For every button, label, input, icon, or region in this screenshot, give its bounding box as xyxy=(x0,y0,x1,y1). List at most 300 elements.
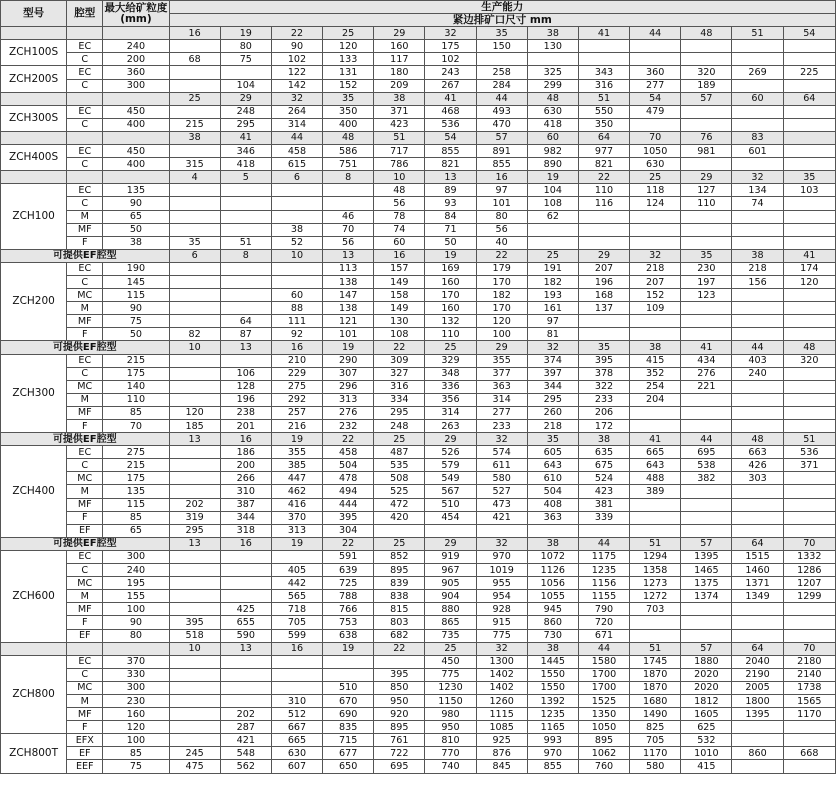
size-cell: 44 xyxy=(271,131,322,144)
feed-cell: 195 xyxy=(103,577,169,590)
capacity-cell: 216 xyxy=(271,420,322,433)
table-row xyxy=(1,603,836,616)
capacity-cell: 52 xyxy=(271,236,322,249)
capacity-cell: 206 xyxy=(578,406,629,419)
capacity-cell: 1605 xyxy=(681,708,732,721)
capacity-cell: 630 xyxy=(271,747,322,760)
size-cell: 60 xyxy=(527,131,578,144)
capacity-cell: 470 xyxy=(476,118,527,131)
capacity-cell: 876 xyxy=(476,747,527,760)
capacity-cell: 630 xyxy=(527,105,578,118)
capacity-cell: 538 xyxy=(681,459,732,472)
table-row xyxy=(1,734,836,747)
capacity-cell: 329 xyxy=(425,354,476,367)
capacity-cell: 473 xyxy=(476,498,527,511)
model-cell: ZCH200S xyxy=(1,66,67,92)
capacity-cell xyxy=(732,721,783,734)
size-cell: 13 xyxy=(220,642,271,655)
capacity-cell: 150 xyxy=(476,40,527,53)
capacity-cell: 1235 xyxy=(578,564,629,577)
capacity-cell: 416 xyxy=(271,498,322,511)
capacity-cell: 468 xyxy=(425,105,476,118)
capacity-cell: 607 xyxy=(271,760,322,773)
capacity-cell: 346 xyxy=(220,145,271,158)
capacity-cell: 1050 xyxy=(578,721,629,734)
size-cell: 60 xyxy=(732,92,783,105)
capacity-cell: 257 xyxy=(271,406,322,419)
table-row xyxy=(1,354,836,367)
capacity-cell: 221 xyxy=(681,380,732,393)
capacity-cell xyxy=(681,223,732,236)
capacity-cell: 60 xyxy=(271,289,322,302)
capacity-cell: 196 xyxy=(220,393,271,406)
capacity-cell xyxy=(169,40,220,53)
capacity-cell xyxy=(271,655,322,668)
capacity-cell xyxy=(783,629,835,642)
feed-cell: 240 xyxy=(103,564,169,577)
capacity-cell xyxy=(169,681,220,694)
size-cell: 44 xyxy=(578,537,629,550)
cavity-cell: MC xyxy=(67,472,103,485)
capacity-cell xyxy=(630,524,681,537)
cavity-cell: F xyxy=(67,616,103,629)
capacity-cell xyxy=(783,40,835,53)
capacity-cell xyxy=(271,550,322,563)
cavity-cell: MF xyxy=(67,406,103,419)
cavity-cell: MF xyxy=(67,708,103,721)
size-cell: 25 xyxy=(425,642,476,655)
capacity-cell xyxy=(681,53,732,66)
feed-cell: 100 xyxy=(103,734,169,747)
capacity-cell xyxy=(732,393,783,406)
capacity-cell xyxy=(783,105,835,118)
capacity-cell xyxy=(220,694,271,707)
capacity-cell: 1700 xyxy=(578,668,629,681)
capacity-cell: 230 xyxy=(681,262,732,275)
capacity-header: 生产能力 xyxy=(169,1,835,14)
size-cell: 22 xyxy=(578,171,629,184)
capacity-cell: 156 xyxy=(732,275,783,288)
table-row xyxy=(1,393,836,406)
capacity-cell: 1371 xyxy=(732,577,783,590)
capacity-cell: 695 xyxy=(374,760,425,773)
feed-cell: 120 xyxy=(103,721,169,734)
table-row xyxy=(1,550,836,563)
table-row xyxy=(1,158,836,171)
size-cell: 5 xyxy=(220,171,271,184)
capacity-cell: 363 xyxy=(527,511,578,524)
capacity-cell: 229 xyxy=(271,367,322,380)
capacity-cell: 663 xyxy=(732,446,783,459)
capacity-cell: 860 xyxy=(527,616,578,629)
capacity-cell xyxy=(783,118,835,131)
capacity-cell xyxy=(169,315,220,328)
capacity-cell: 395 xyxy=(374,668,425,681)
capacity-cell: 90 xyxy=(271,40,322,53)
capacity-cell: 320 xyxy=(681,66,732,79)
capacity-cell: 671 xyxy=(578,629,629,642)
size-cell: 51 xyxy=(783,433,835,446)
capacity-cell xyxy=(783,53,835,66)
capacity-cell xyxy=(220,262,271,275)
capacity-cell: 1525 xyxy=(578,694,629,707)
capacity-cell: 277 xyxy=(476,406,527,419)
capacity-cell: 313 xyxy=(323,393,374,406)
feed-cell: 300 xyxy=(103,550,169,563)
capacity-cell: 104 xyxy=(527,184,578,197)
feed-cell: 175 xyxy=(103,367,169,380)
capacity-cell xyxy=(169,446,220,459)
capacity-cell: 980 xyxy=(425,708,476,721)
capacity-cell: 488 xyxy=(630,472,681,485)
capacity-cell: 395 xyxy=(578,354,629,367)
capacity-cell: 103 xyxy=(783,184,835,197)
size-cell: 16 xyxy=(169,27,220,40)
capacity-cell xyxy=(732,210,783,223)
table-row xyxy=(1,302,836,315)
capacity-cell xyxy=(425,524,476,537)
capacity-cell xyxy=(630,629,681,642)
capacity-cell xyxy=(630,223,681,236)
capacity-cell xyxy=(783,498,835,511)
band-spacer xyxy=(103,92,169,105)
capacity-cell: 152 xyxy=(323,79,374,92)
capacity-cell: 304 xyxy=(323,524,374,537)
capacity-cell: 381 xyxy=(578,498,629,511)
cavity-cell: MF xyxy=(67,603,103,616)
cavity-cell: EEF xyxy=(67,760,103,773)
capacity-cell: 639 xyxy=(323,564,374,577)
capacity-cell: 1299 xyxy=(783,590,835,603)
size-cell: 22 xyxy=(323,433,374,446)
feed-cell: 240 xyxy=(103,40,169,53)
capacity-cell: 116 xyxy=(578,197,629,210)
capacity-cell xyxy=(374,655,425,668)
size-cell: 48 xyxy=(783,341,835,354)
capacity-cell: 258 xyxy=(476,66,527,79)
capacity-cell: 1230 xyxy=(425,681,476,694)
capacity-cell: 120 xyxy=(783,275,835,288)
feed-cell: 70 xyxy=(103,420,169,433)
capacity-cell xyxy=(732,53,783,66)
capacity-cell xyxy=(323,668,374,681)
max-feed-label: 最大给矿粒度 xyxy=(104,1,168,14)
capacity-cell xyxy=(783,472,835,485)
capacity-cell: 100 xyxy=(476,328,527,341)
capacity-cell: 967 xyxy=(425,564,476,577)
capacity-cell: 266 xyxy=(220,472,271,485)
capacity-cell xyxy=(169,721,220,734)
capacity-cell: 180 xyxy=(374,66,425,79)
table-row xyxy=(1,184,836,197)
cavity-cell: EC xyxy=(67,262,103,275)
capacity-cell: 1050 xyxy=(630,145,681,158)
capacity-cell: 705 xyxy=(271,616,322,629)
capacity-cell xyxy=(220,354,271,367)
capacity-cell: 458 xyxy=(323,446,374,459)
capacity-cell: 385 xyxy=(271,459,322,472)
capacity-cell: 1019 xyxy=(476,564,527,577)
capacity-cell: 215 xyxy=(169,118,220,131)
capacity-cell: 207 xyxy=(578,262,629,275)
capacity-cell: 327 xyxy=(374,367,425,380)
size-cell: 19 xyxy=(527,171,578,184)
capacity-cell: 1680 xyxy=(630,694,681,707)
capacity-cell xyxy=(220,302,271,315)
table-row xyxy=(1,380,836,393)
capacity-cell xyxy=(578,53,629,66)
size-cell: 64 xyxy=(578,131,629,144)
capacity-cell: 325 xyxy=(527,66,578,79)
feed-cell: 85 xyxy=(103,747,169,760)
table-row xyxy=(1,262,836,275)
feed-cell: 50 xyxy=(103,223,169,236)
cavity-cell: EC xyxy=(67,184,103,197)
capacity-cell xyxy=(732,485,783,498)
capacity-cell: 1175 xyxy=(578,550,629,563)
capacity-cell xyxy=(681,603,732,616)
capacity-cell xyxy=(630,118,681,131)
capacity-cell: 389 xyxy=(630,485,681,498)
capacity-cell: 981 xyxy=(681,145,732,158)
feed-cell: 50 xyxy=(103,328,169,341)
band-spacer xyxy=(103,131,169,144)
capacity-cell xyxy=(732,223,783,236)
capacity-cell xyxy=(783,393,835,406)
capacity-cell xyxy=(578,236,629,249)
capacity-cell: 1402 xyxy=(476,681,527,694)
capacity-cell: 526 xyxy=(425,446,476,459)
capacity-cell: 454 xyxy=(425,511,476,524)
size-cell: 41 xyxy=(220,131,271,144)
cavity-cell: F xyxy=(67,511,103,524)
model-cell: ZCH800 xyxy=(1,655,67,734)
capacity-cell xyxy=(578,210,629,223)
capacity-cell: 218 xyxy=(630,262,681,275)
capacity-cell xyxy=(732,420,783,433)
size-cell: 41 xyxy=(578,27,629,40)
capacity-cell: 109 xyxy=(630,302,681,315)
capacity-cell xyxy=(783,760,835,773)
capacity-cell: 408 xyxy=(527,498,578,511)
ef-note: 可提供EF腔型 xyxy=(1,433,170,446)
size-cell: 38 xyxy=(630,341,681,354)
capacity-cell xyxy=(732,629,783,642)
capacity-cell: 295 xyxy=(169,524,220,537)
size-cell: 51 xyxy=(630,537,681,550)
cavity-cell: C xyxy=(67,275,103,288)
band-spacer xyxy=(67,92,103,105)
capacity-cell xyxy=(681,105,732,118)
capacity-cell: 586 xyxy=(323,145,374,158)
band-spacer xyxy=(103,171,169,184)
cavity-cell: EC xyxy=(67,550,103,563)
capacity-cell: 775 xyxy=(476,629,527,642)
size-cell: 32 xyxy=(476,642,527,655)
capacity-cell: 344 xyxy=(220,511,271,524)
capacity-cell: 170 xyxy=(476,275,527,288)
model-cell: ZCH200 xyxy=(1,262,67,341)
capacity-cell: 1156 xyxy=(578,577,629,590)
capacity-cell: 382 xyxy=(681,472,732,485)
table-row xyxy=(1,40,836,53)
capacity-cell: 110 xyxy=(425,328,476,341)
capacity-cell: 1465 xyxy=(681,564,732,577)
capacity-cell: 233 xyxy=(578,393,629,406)
capacity-cell: 527 xyxy=(476,485,527,498)
capacity-cell: 200 xyxy=(220,459,271,472)
capacity-cell: 845 xyxy=(476,760,527,773)
capacity-cell: 134 xyxy=(732,184,783,197)
size-cell: 54 xyxy=(425,131,476,144)
capacity-cell: 1515 xyxy=(732,550,783,563)
table-row xyxy=(1,53,836,66)
feed-cell: 65 xyxy=(103,210,169,223)
capacity-cell xyxy=(681,328,732,341)
capacity-cell xyxy=(783,79,835,92)
capacity-cell xyxy=(271,668,322,681)
capacity-cell xyxy=(476,53,527,66)
table-row xyxy=(1,708,836,721)
capacity-cell xyxy=(169,380,220,393)
capacity-cell: 1445 xyxy=(527,655,578,668)
capacity-cell: 296 xyxy=(323,380,374,393)
capacity-cell: 677 xyxy=(323,747,374,760)
capacity-cell: 479 xyxy=(630,105,681,118)
capacity-cell: 1085 xyxy=(476,721,527,734)
capacity-cell: 352 xyxy=(630,367,681,380)
size-cell: 35 xyxy=(476,27,527,40)
table-row xyxy=(1,681,836,694)
capacity-cell: 493 xyxy=(476,105,527,118)
capacity-cell xyxy=(783,236,835,249)
capacity-cell: 108 xyxy=(374,328,425,341)
size-cell: 13 xyxy=(425,171,476,184)
capacity-cell: 510 xyxy=(425,498,476,511)
size-band-row xyxy=(1,341,836,354)
feed-cell: 85 xyxy=(103,511,169,524)
capacity-cell xyxy=(630,53,681,66)
capacity-cell: 977 xyxy=(578,145,629,158)
size-cell: 25 xyxy=(169,92,220,105)
capacity-cell: 121 xyxy=(323,315,374,328)
capacity-cell xyxy=(527,236,578,249)
capacity-cell: 101 xyxy=(476,197,527,210)
capacity-cell: 1332 xyxy=(783,550,835,563)
capacity-cell: 2140 xyxy=(783,668,835,681)
model-cell: ZCH800T xyxy=(1,734,67,773)
capacity-cell: 865 xyxy=(425,616,476,629)
size-cell: 32 xyxy=(527,341,578,354)
capacity-cell: 1870 xyxy=(630,681,681,694)
capacity-cell: 425 xyxy=(220,603,271,616)
capacity-cell xyxy=(630,420,681,433)
capacity-cell: 35 xyxy=(169,236,220,249)
size-cell: 32 xyxy=(732,171,783,184)
cavity-cell: EF xyxy=(67,747,103,760)
capacity-cell xyxy=(783,145,835,158)
feed-cell: 38 xyxy=(103,236,169,249)
capacity-cell xyxy=(732,236,783,249)
capacity-cell: 170 xyxy=(425,289,476,302)
capacity-cell: 839 xyxy=(374,577,425,590)
cavity-cell: C xyxy=(67,459,103,472)
model-cell: ZCH300 xyxy=(1,354,67,433)
feed-cell: 65 xyxy=(103,524,169,537)
capacity-cell: 718 xyxy=(271,603,322,616)
capacity-cell xyxy=(220,681,271,694)
capacity-cell: 2020 xyxy=(681,681,732,694)
capacity-cell: 182 xyxy=(527,275,578,288)
capacity-cell xyxy=(732,40,783,53)
feed-cell: 330 xyxy=(103,668,169,681)
capacity-cell: 138 xyxy=(323,302,374,315)
capacity-cell xyxy=(681,315,732,328)
size-cell: 16 xyxy=(271,642,322,655)
capacity-cell xyxy=(271,275,322,288)
capacity-cell: 68 xyxy=(169,53,220,66)
capacity-cell: 450 xyxy=(425,655,476,668)
capacity-cell: 355 xyxy=(476,354,527,367)
capacity-cell: 580 xyxy=(630,760,681,773)
capacity-cell: 71 xyxy=(425,223,476,236)
capacity-cell: 655 xyxy=(220,616,271,629)
cavity-cell: EC xyxy=(67,145,103,158)
capacity-cell: 1010 xyxy=(681,747,732,760)
capacity-cell: 355 xyxy=(271,446,322,459)
model-cell: ZCH600 xyxy=(1,550,67,642)
cavity-header: 腔型 xyxy=(67,1,103,27)
capacity-cell: 248 xyxy=(374,420,425,433)
capacity-cell: 835 xyxy=(323,721,374,734)
capacity-cell: 665 xyxy=(630,446,681,459)
size-cell: 25 xyxy=(630,171,681,184)
size-cell: 29 xyxy=(425,433,476,446)
capacity-cell: 132 xyxy=(425,315,476,328)
capacity-cell: 904 xyxy=(425,590,476,603)
capacity-cell: 172 xyxy=(578,420,629,433)
max-feed-header xyxy=(103,1,169,27)
capacity-cell: 189 xyxy=(681,79,732,92)
size-cell: 19 xyxy=(271,433,322,446)
capacity-cell: 310 xyxy=(220,485,271,498)
table-row xyxy=(1,590,836,603)
capacity-cell: 1350 xyxy=(578,708,629,721)
capacity-cell xyxy=(578,223,629,236)
cavity-cell: C xyxy=(67,53,103,66)
capacity-cell xyxy=(220,66,271,79)
capacity-cell: 204 xyxy=(630,393,681,406)
capacity-cell: 263 xyxy=(425,420,476,433)
capacity-cell: 1395 xyxy=(732,708,783,721)
capacity-cell xyxy=(220,550,271,563)
capacity-cell: 97 xyxy=(476,184,527,197)
capacity-cell: 1700 xyxy=(578,681,629,694)
capacity-cell: 149 xyxy=(374,275,425,288)
size-cell: 35 xyxy=(681,249,732,262)
capacity-cell: 56 xyxy=(476,223,527,236)
capacity-cell: 1738 xyxy=(783,681,835,694)
cavity-cell: M xyxy=(67,302,103,315)
capacity-cell xyxy=(630,406,681,419)
capacity-cell: 377 xyxy=(476,367,527,380)
capacity-cell: 549 xyxy=(425,472,476,485)
capacity-cell: 1115 xyxy=(476,708,527,721)
cavity-cell: M xyxy=(67,590,103,603)
capacity-cell: 110 xyxy=(578,184,629,197)
capacity-cell: 89 xyxy=(425,184,476,197)
capacity-cell: 117 xyxy=(374,53,425,66)
